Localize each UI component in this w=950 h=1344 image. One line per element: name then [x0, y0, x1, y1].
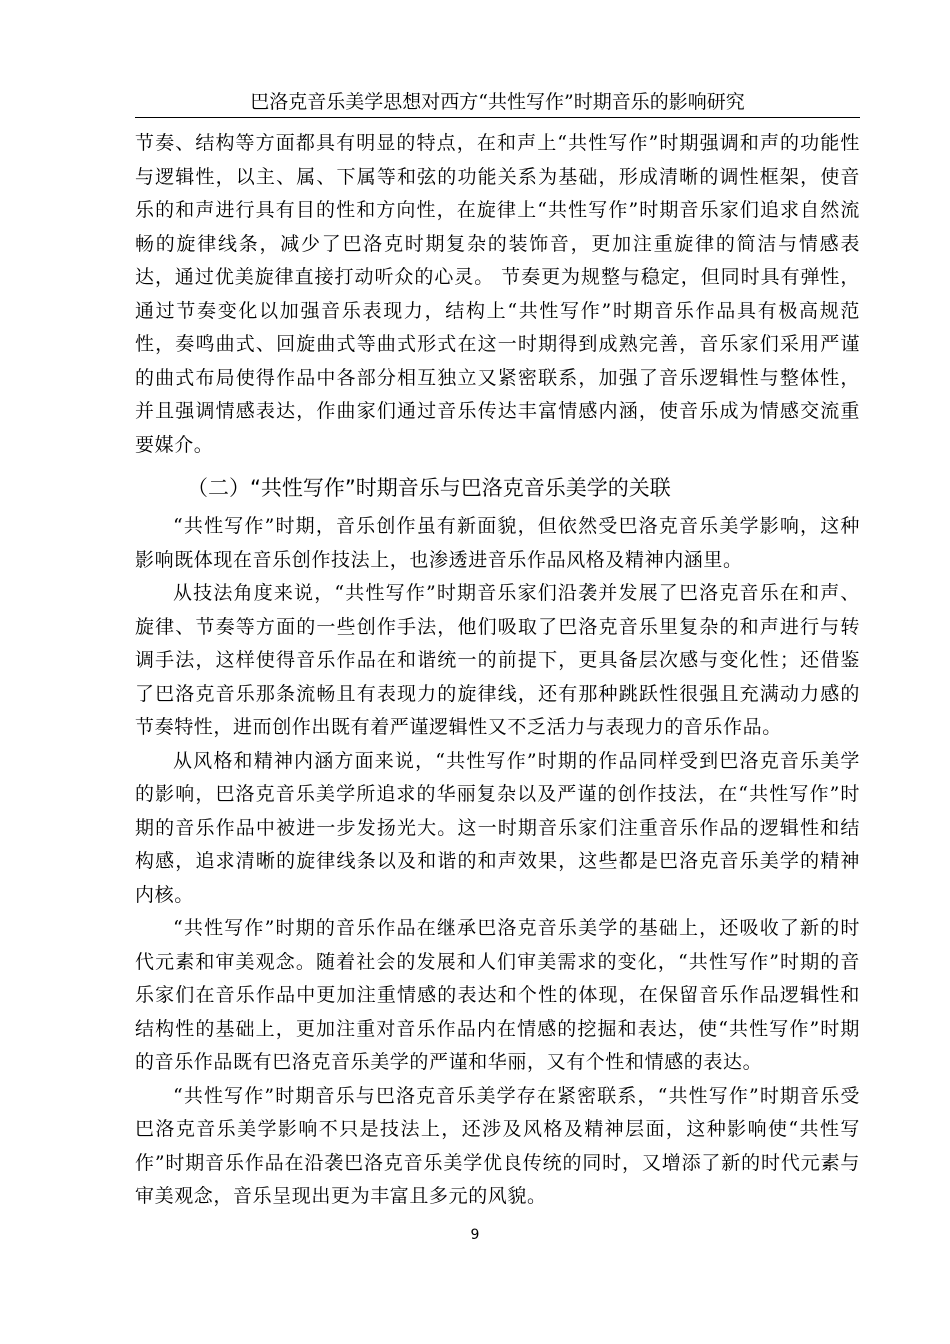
running-header-title: 巴洛克音乐美学思想对西方“共性写作”时期音乐的影响研究	[250, 91, 745, 113]
paragraph-1: “共性写作”时期，音乐创作虽有新面貌，但依然受巴洛克音乐美学影响，这种影响既体现在音乐创作技法上，也渗透进音乐作品风格及精神内涵里。	[135, 515, 860, 571]
section-heading: （二）“共性写作”时期音乐与巴洛克音乐美学的关联	[187, 476, 671, 500]
paragraph-3: 从风格和精神内涵方面来说，“共性写作”时期的作品同样受到巴洛克音乐美学的影响，巴洛克音乐美学所追求的华丽复杂以及严谨的创作技法，在“共性写作”时期的音乐作品中被进一步发扬光大。这一时期音乐家们注重音乐作品的逻辑性和结构感，追求清晰的旋律线条以及和谐的和声效果，这些都是巴洛克音乐美学的精神内核。	[135, 749, 860, 906]
page-number: 9	[470, 1227, 480, 1243]
page-body	[135, 127, 860, 1214]
paragraph-continued: 节奏、结构等方面都具有明显的特点，在和声上“共性写作”时期强调和声的功能性与逻辑性，以主、属、下属等和弦的功能关系为基础，形成清晰的调性框架，使音乐的和声进行具有目的性和方向性，在旋律上“共性写作”时期音乐家们追求自然流畅的旋律线条，减少了巴洛克时期复杂的装饰音，更加注重旋律的简洁与情感表达，通过优美旋律直接打动听众的心灵。 节奏更为规整与稳定，但同时具有弹性，通过节奏变化以加强音乐表现力，结构上“共性写作”时期音乐作品具有极高规范性，奏鸣曲式、回旋曲式等曲式形式在这一时期得到成熟完善，音乐家们采用严谨的曲式布局使得作品中各部分相互独立又紧密联系，加强了音乐逻辑性与整体性，并且强调情感表达，作曲家们通过音乐传达丰富情感内涵，使音乐成为情感交流重要媒介。	[135, 132, 860, 456]
header-rule	[135, 117, 860, 118]
paragraph-4: “共性写作”时期的音乐作品在继承巴洛克音乐美学的基础上，还吸收了新的时代元素和审美观念。随着社会的发展和人们审美需求的变化，“共性写作”时期的音乐家们在音乐作品中更加注重情感的表达和个性的体现，在保留音乐作品逻辑性和结构性的基础上，更加注重对音乐作品内在情感的挖掘和表达，使“共性写作”时期的音乐作品既有巴洛克音乐美学的严谨和华丽，又有个性和情感的表达。	[135, 917, 860, 1073]
paragraph-5: “共性写作”时期音乐与巴洛克音乐美学存在紧密联系，“共性写作”时期音乐受巴洛克音乐美学影响不只是技法上，还涉及风格及精神层面，这种影响使“共性写作”时期音乐作品在沿袭巴洛克音乐美学优良传统的同时，又增添了新的时代元素与审美观念，音乐呈现出更为丰富且多元的风貌。	[135, 1084, 860, 1207]
paragraph-2: 从技法角度来说，“共性写作”时期音乐家们沿袭并发展了巴洛克音乐在和声、旋律、节奏等方面的一些创作手法，他们吸取了巴洛克音乐里复杂的和声进行与转调手法，这样使得音乐作品在和谐统一的前提下，更具备层次感与变化性；还借鉴了巴洛克音乐那条流畅且有表现力的旋律线，还有那种跳跃性很强且充满动力感的节奏特性，进而创作出既有着严谨逻辑性又不乏活力与表现力的音乐作品。	[135, 582, 860, 738]
